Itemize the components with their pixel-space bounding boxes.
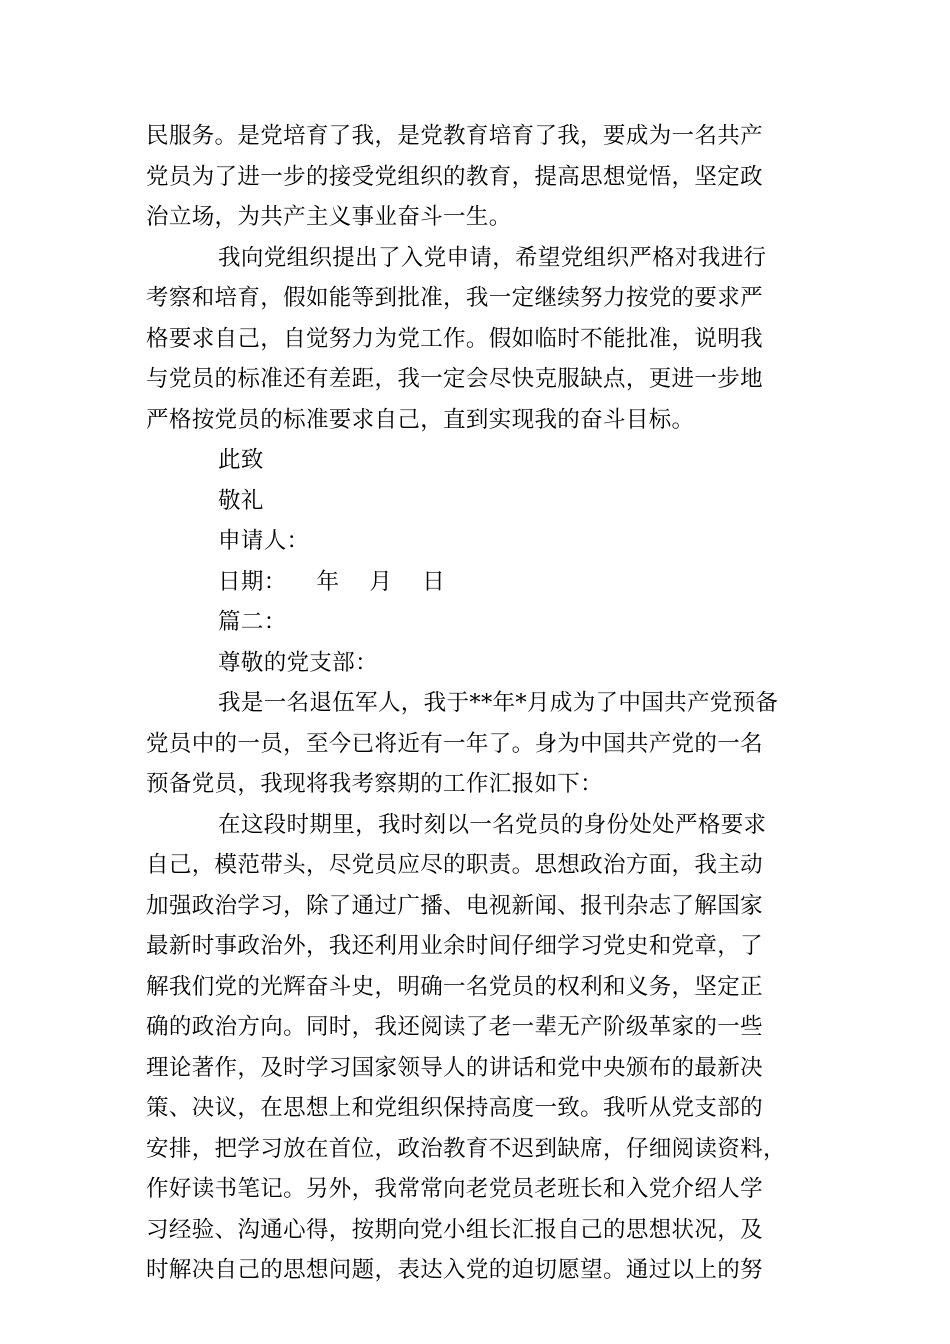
text-line: 与党员的标准还有差距，我一定会尽快克服缺点，更进一步地: [146, 366, 763, 392]
text-line: 在这段时期里，我时刻以一名党员的身份处处严格要求: [218, 811, 767, 838]
text-line: 此致: [218, 447, 264, 473]
text-line: 最新时事政治外，我还利用业余时间仔细学习党史和党章，了: [146, 933, 763, 959]
text-line: 治立场，为共产主义事业奋斗一生。: [146, 204, 512, 230]
text-line: 理论著作，及时学习国家领导人的讲话和党中央颁布的最新决: [146, 1054, 763, 1081]
text-line: 我向党组织提出了入党申请，希望党组织严格对我进行: [218, 244, 767, 271]
text-line: 习经验、沟通心得，按期向党小组长汇报自己的思想状况，及: [146, 1216, 763, 1243]
text-line: 解我们党的光辉奋斗史，明确一名党员的权利和义务，坚定正: [146, 973, 763, 1000]
text-line: 确的政治方向。同时，我还阅读了老一辈无产阶级革家的一些: [146, 1014, 763, 1040]
text-line: 我是一名退伍军人，我于**年*月成为了中国共产党预备: [218, 690, 779, 716]
text-line: 党员中的一员，至今已将近有一年了。身为中国共产党的一名: [146, 730, 763, 757]
text-line: 考察和培育，假如能等到批准，我一定继续努力按党的要求严: [146, 285, 763, 311]
text-line: 时解决自己的思想问题，表达入党的迫切愿望。通过以上的努: [146, 1257, 763, 1283]
text-line: 申请人：: [218, 528, 310, 554]
text-line: 预备党员，我现将我考察期的工作汇报如下：: [146, 771, 604, 797]
text-line: 安排，把学习放在首位，政治教育不迟到缺席，仔细阅读资料，: [146, 1135, 786, 1162]
text-line: 加强政治学习，除了通过广播、电视新闻、报刊杂志了解国家: [146, 892, 763, 919]
text-line: 党员为了进一步的接受党组织的教育，提高思想觉悟，坚定政: [146, 163, 763, 190]
text-line: 策、决议，在思想上和党组织保持高度一致。我听从党支部的: [146, 1095, 763, 1121]
text-line: 日期： 年 月 日: [218, 568, 446, 595]
document-body: [146, 116, 806, 1291]
text-line: 敬礼: [218, 487, 264, 514]
text-line: 民服务。是党培育了我，是党教育培育了我，要成为一名共产: [146, 123, 763, 149]
text-line: 严格按党员的标准要求自己，直到实现我的奋斗目标。: [146, 406, 695, 433]
text-line: 作好读书笔记。另外，我常常向老党员老班长和入党介绍人学: [146, 1176, 763, 1202]
text-line: 篇二：: [218, 609, 287, 635]
text-line: 格要求自己，自觉努力为党工作。假如临时不能批准，说明我: [146, 325, 763, 352]
text-line: 尊敬的党支部：: [218, 649, 378, 676]
text-line: 自己，模范带头，尽党员应尽的职责。思想政治方面，我主动: [146, 852, 763, 878]
